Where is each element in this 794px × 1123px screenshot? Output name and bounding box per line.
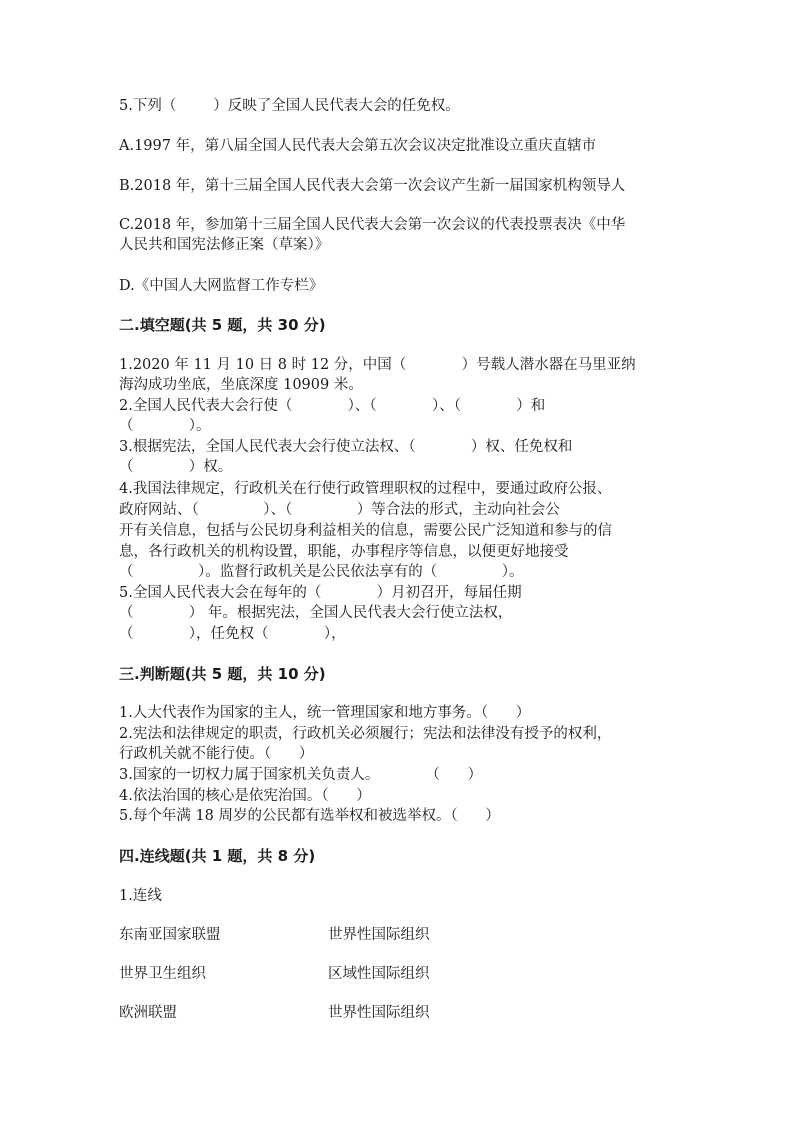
q5-stem: 5.下列（ ）反映了全国人民代表大会的任免权。 (119, 98, 460, 114)
fill-line: 4.我国法律规定，行政机关在行使行政管理职权的过程中，要通过政府公报、 (119, 481, 612, 497)
fill-line: （ ） 年。根据宪法，全国人民代表大会行使立法权， (119, 605, 513, 621)
q5-option-c-line1: C.2018 年，参加第十三届全国人民代表大会第一次会议的代表投票表决《中华 (119, 217, 626, 233)
match-right-item: 区域性国际组织 (328, 966, 430, 982)
judge-line: 1.人大代表作为国家的主人，统一管理国家和地方事务。（ ） (119, 705, 531, 721)
fill-line: 息，各行政机关的机构设置，职能，办事程序等信息，以便更好地接受 (119, 544, 569, 560)
fill-line: （ ）。 (119, 418, 211, 434)
judge-line: 3.国家的一切权力属于国家机关负责人。 （ ） (119, 767, 483, 783)
judge-line: 行政机关就不能行使。（ ） (119, 746, 314, 762)
match-right-item: 世界性国际组织 (328, 1005, 430, 1021)
fill-line: 海沟成功坐底，坐底深度 10909 米。 (119, 377, 363, 393)
q5-option-b: B.2018 年，第十三届全国人民代表大会第一次会议产生新一届国家机构领导人 (119, 178, 626, 194)
section-match-title: 四.连线题(共 1 题，共 8 分) (119, 847, 316, 865)
match-prompt: 1.连线 (119, 888, 162, 904)
section-fill-title: 二.填空题(共 5 题，共 30 分) (119, 316, 326, 334)
judge-line: 5.每个年满 18 周岁的公民都有选举权和被选举权。（ ） (119, 808, 500, 824)
judge-line: 2.宪法和法律规定的职责，行政机关必须履行；宪法和法律没有授予的权利， (119, 726, 612, 742)
fill-line: 5.全国人民代表大会在每年的（ ）月初召开，每届任期 (119, 585, 522, 601)
judge-line: 4.依法治国的核心是依宪治国。（ ） (119, 788, 371, 804)
fill-line: 2.全国人民代表大会行使（ ）、（ ）、（ ）和 (119, 398, 546, 414)
fill-line: 政府网站、（ ）、（ ）等合法的形式，主动向社会公 (119, 502, 560, 518)
q5-option-d: D.《中国人大网监督工作专栏》 (119, 278, 324, 294)
match-left-item: 世界卫生组织 (119, 966, 206, 982)
q5-option-c-line2: 人民共和国宪法修正案（草案）》 (119, 237, 330, 253)
fill-line: 1.2020 年 11 月 10 日 8 时 12 分，中国（ ）号载人潜水器在马里亚纳 (119, 357, 636, 373)
fill-line: （ ），任免权（ ）， (119, 626, 346, 642)
fill-line: 开有关信息，包括与公民切身利益相关的信息，需要公民广泛知道和参与的信 (119, 523, 612, 539)
q5-option-a: A.1997 年，第八届全国人民代表大会第五次会议决定批准设立重庆直辖市 (119, 138, 597, 154)
fill-line: （ ）权。 (119, 459, 233, 475)
section-judge-title: 三.判断题(共 5 题，共 10 分) (119, 665, 326, 683)
match-left-item: 东南亚国家联盟 (119, 927, 221, 943)
match-left-item: 欧洲联盟 (119, 1005, 177, 1021)
fill-line: 3.根据宪法，全国人民代表大会行使立法权、（ ）权、任免权和 (119, 439, 573, 455)
match-right-item: 世界性国际组织 (328, 927, 430, 943)
fill-line: （ ）。监督行政机关是公民依法享有的（ ）。 (119, 564, 524, 580)
